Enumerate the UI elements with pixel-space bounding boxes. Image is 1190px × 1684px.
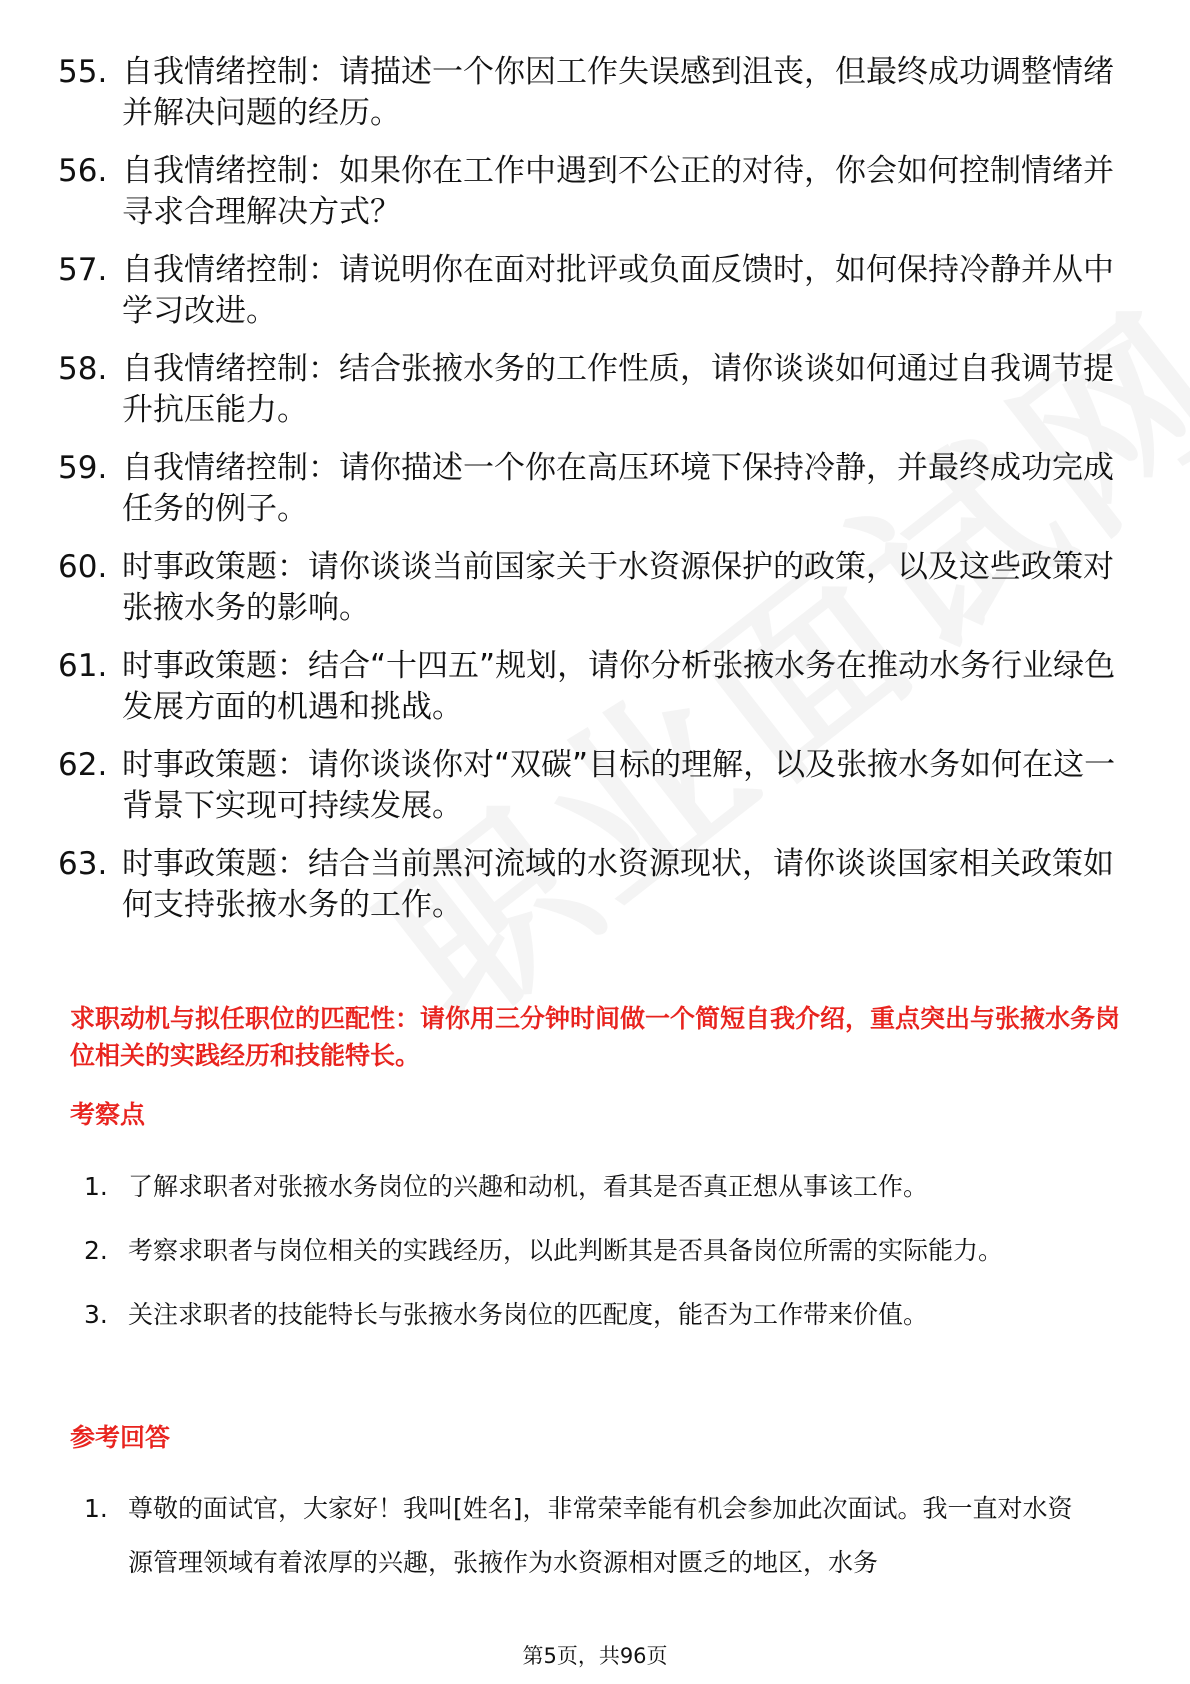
question-text: 时事政策题：请你谈谈当前国家关于水资源保护的政策，以及这些政策对张掖水务的影响。 (122, 549, 1114, 626)
question-item (58, 52, 1118, 134)
points-list (84, 1160, 1094, 1342)
question-number: 57. (58, 252, 108, 288)
question-number: 55. (58, 54, 108, 90)
question-text: 时事政策题：结合“十四五”规划，请你分析张掖水务在推动水务行业绿色发展方面的机遇和挑战。 (122, 648, 1116, 725)
question-item (58, 151, 1118, 233)
point-number: 3. (84, 1300, 108, 1329)
question-number: 58. (58, 351, 108, 387)
question-number: 62. (58, 747, 108, 783)
question-number: 59. (58, 450, 108, 486)
answer-item (84, 1482, 1094, 1590)
answer-heading: 参考回答 (70, 1423, 171, 1452)
question-number: 61. (58, 648, 108, 684)
point-text: 考察求职者与岗位相关的实践经历，以此判断其是否具备岗位所需的实际能力。 (128, 1236, 1004, 1265)
question-text: 自我情绪控制：结合张掖水务的工作性质，请你谈谈如何通过自我调节提升抗压能力。 (122, 351, 1114, 428)
answer-list (84, 1482, 1094, 1590)
question-item (58, 250, 1118, 332)
featured-question: 求职动机与拟任职位的匹配性：请你用三分钟时间做一个简短自我介绍，重点突出与张掖水务岗位相关的实践经历和技能特长。 (70, 1004, 1121, 1070)
point-item (84, 1224, 1094, 1278)
question-text: 时事政策题：结合当前黑河流域的水资源现状，请你谈谈国家相关政策如何支持张掖水务的工作。 (122, 846, 1114, 923)
point-number: 2. (84, 1236, 108, 1265)
answer-number: 1. (84, 1494, 108, 1523)
question-number: 60. (58, 549, 108, 585)
point-number: 1. (84, 1172, 108, 1201)
point-text: 了解求职者对张掖水务岗位的兴趣和动机，看其是否真正想从事该工作。 (128, 1172, 929, 1201)
answer-text: 尊敬的面试官，大家好！我叫[姓名]，非常荣幸能有机会参加此次面试。我一直对水资源管理领域有着浓厚的兴趣，张掖作为水资源相对匮乏的地区，水务 (128, 1494, 1073, 1577)
point-item (84, 1288, 1094, 1342)
points-heading: 考察点 (70, 1100, 146, 1129)
point-text: 关注求职者的技能特长与张掖水务岗位的匹配度，能否为工作带来价值。 (128, 1300, 929, 1329)
question-text: 自我情绪控制：如果你在工作中遇到不公正的对待，你会如何控制情绪并寻求合理解决方式？ (122, 153, 1114, 230)
question-number: 56. (58, 153, 108, 189)
question-item (58, 646, 1118, 728)
question-list (58, 52, 1118, 943)
question-item (58, 349, 1118, 431)
question-text: 自我情绪控制：请你描述一个你在高压环境下保持冷静，并最终成功完成任务的例子。 (122, 450, 1114, 527)
question-item (58, 448, 1118, 530)
page-footer: 第5页，共96页 (522, 1644, 668, 1668)
point-item (84, 1160, 1094, 1214)
question-item (58, 547, 1118, 629)
question-item (58, 745, 1118, 827)
question-text: 自我情绪控制：请说明你在面对批评或负面反馈时，如何保持冷静并从中学习改进。 (122, 252, 1114, 329)
question-text: 自我情绪控制：请描述一个你因工作失误感到沮丧，但最终成功调整情绪并解决问题的经历。 (122, 54, 1114, 131)
question-text: 时事政策题：请你谈谈你对“双碳”目标的理解，以及张掖水务如何在这一背景下实现可持续发展。 (122, 747, 1116, 824)
question-number: 63. (58, 846, 108, 882)
question-item (58, 844, 1118, 926)
